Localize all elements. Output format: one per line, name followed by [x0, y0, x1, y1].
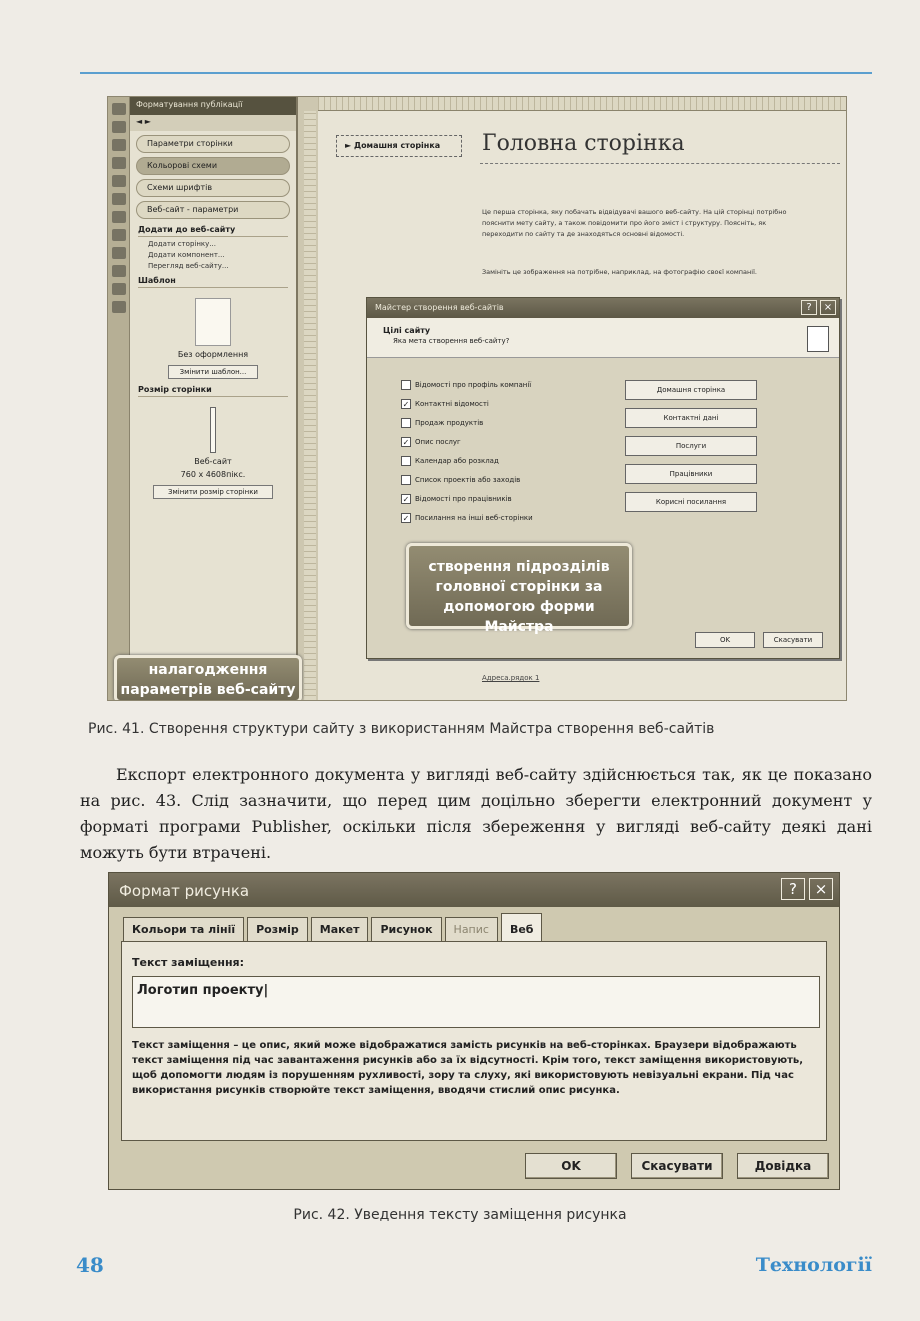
- wizard-titlebar: [367, 298, 839, 318]
- text-tool-icon[interactable]: [112, 121, 126, 133]
- site-structure-icon: [807, 326, 829, 352]
- dialog-buttons: [525, 1153, 829, 1179]
- tab-colors-lines[interactable]: Кольори та лінії: [123, 917, 244, 941]
- nav-bar-home-link[interactable]: ► Домашня сторінка: [336, 135, 462, 157]
- alt-text-input[interactable]: Логотип проекту|: [132, 976, 820, 1028]
- web-tab-panel: [121, 941, 827, 1141]
- site-page-item: Контактні дані: [625, 408, 757, 428]
- goal-label: Продаж продуктів: [415, 418, 484, 427]
- callout-site-params: налагодження параметрів веб-сайту: [114, 655, 302, 701]
- checkbox[interactable]: ✓: [402, 494, 410, 504]
- page-heading[interactable]: Головна сторінка: [482, 131, 685, 156]
- header-rule: [80, 72, 872, 74]
- change-template-button[interactable]: Змінити шаблон...: [168, 365, 258, 379]
- checkbox[interactable]: ✓: [402, 513, 410, 523]
- checkbox[interactable]: [401, 475, 411, 485]
- goal-item[interactable]: [401, 490, 533, 507]
- template-thumbnail[interactable]: [195, 298, 231, 346]
- tab-picture[interactable]: Рисунок: [371, 917, 441, 941]
- ok-button[interactable]: OK: [525, 1153, 617, 1179]
- picture-tool-icon[interactable]: [112, 175, 126, 187]
- line-tool-icon[interactable]: [112, 193, 126, 205]
- wordart-tool-icon[interactable]: [112, 157, 126, 169]
- form-control-icon[interactable]: [112, 301, 126, 313]
- callout-wizard: створення підрозділів головної сторінки за допомогою форми Майстра: [406, 543, 632, 629]
- page-options-button[interactable]: Параметри сторінки: [136, 135, 290, 153]
- select-tool-icon[interactable]: [112, 103, 126, 115]
- checkbox[interactable]: [401, 456, 411, 466]
- website-options-button[interactable]: Веб-сайт - параметри: [136, 201, 290, 219]
- template-caption: Без оформлення: [177, 350, 249, 359]
- hotspot-tool-icon[interactable]: [112, 283, 126, 295]
- preview-site-link[interactable]: Перегляд веб-сайту...: [148, 262, 229, 270]
- arrow-tool-icon[interactable]: [112, 211, 126, 223]
- goal-label: Контактні відомості: [415, 399, 489, 408]
- wizard-header: [367, 318, 839, 358]
- pane-nav: ◄ ►: [130, 115, 296, 131]
- format-picture-dialog: [108, 872, 840, 1190]
- goal-label: Відомості про профіль компанії: [415, 380, 532, 389]
- shapes-tool-icon[interactable]: [112, 265, 126, 277]
- checkbox[interactable]: [401, 418, 411, 428]
- alt-text-value: Логотип проекту: [137, 983, 264, 998]
- wizard-buttons: [695, 632, 823, 648]
- section-title: Технології: [755, 1254, 872, 1276]
- checkbox[interactable]: [401, 380, 411, 390]
- wizard-subheading: Яка мета створення веб-сайту?: [393, 337, 510, 345]
- goal-label: Відомості про працівників: [415, 494, 512, 503]
- dialog-tabs: [123, 917, 542, 941]
- checkbox[interactable]: ✓: [402, 399, 410, 409]
- page-body-text[interactable]: Це перша сторінка, яку побачать відвідувачі вашого веб-сайту. На цій сторінці потрібно пояснити мету сайту, а також повідомити про його зміст і структуру. Поясніть, як переходити по сайту та де знаходяться основні відомості.: [482, 208, 787, 238]
- goal-label: Опис послуг: [415, 437, 461, 446]
- site-goals-list: [401, 376, 533, 528]
- goal-label: Календар або розклад: [415, 456, 499, 465]
- alt-text-label: Текст заміщення:: [132, 956, 245, 969]
- close-icon[interactable]: ×: [820, 300, 836, 315]
- dialog-title: Формат рисунка: [119, 882, 250, 900]
- goal-item[interactable]: [401, 471, 533, 488]
- goal-item[interactable]: [401, 433, 533, 450]
- publication-format-pane: [130, 97, 298, 700]
- horizontal-ruler: [318, 97, 847, 111]
- oval-tool-icon[interactable]: [112, 229, 126, 241]
- ok-button[interactable]: OK: [695, 632, 755, 648]
- goal-item[interactable]: [401, 509, 533, 526]
- dialog-titlebar: [109, 873, 839, 907]
- help-icon[interactable]: ?: [801, 300, 817, 315]
- tab-layout[interactable]: Макет: [311, 917, 369, 941]
- alt-text-help: Текст заміщення – це опис, який може відображатися замість рисунків на веб-сторінках. Браузери відображають текст заміщення під час завантаження рисунків або за їх відсутності. Крім того, текст заміщення використовують, щоб допомогти людям із порушенням рухливості, зору та слуху, які використовують невізуальні екрани. Під час використання рисунків створюйте текст заміщення, вводячи стислий опис рисунка.: [132, 1040, 804, 1096]
- site-page-item: Домашня сторінка: [625, 380, 757, 400]
- objects-toolbar: [108, 97, 130, 700]
- figure-42-caption: Рис. 42. Уведення тексту заміщення рисунка: [293, 1207, 627, 1223]
- add-component-link[interactable]: Додати компонент...: [148, 251, 225, 259]
- goal-item[interactable]: [401, 452, 533, 469]
- close-icon[interactable]: ×: [809, 878, 833, 900]
- cancel-button[interactable]: Скасувати: [763, 632, 823, 648]
- vertical-ruler: [304, 111, 316, 701]
- change-size-button[interactable]: Змінити розмір сторінки: [153, 485, 273, 499]
- section-page-size: Розмір сторінки: [138, 385, 288, 397]
- address-text[interactable]: Адреса.рядок 1: [482, 674, 540, 682]
- table-tool-icon[interactable]: [112, 139, 126, 151]
- goal-item[interactable]: [401, 376, 533, 393]
- site-page-item: Послуги: [625, 436, 757, 456]
- pane-title: Форматування публікації: [130, 97, 296, 115]
- checkbox[interactable]: ✓: [402, 437, 410, 447]
- site-page-item: Працівники: [625, 464, 757, 484]
- cancel-button[interactable]: Скасувати: [631, 1153, 723, 1179]
- goal-item[interactable]: [401, 395, 533, 412]
- font-schemes-button[interactable]: Схеми шрифтів: [136, 179, 290, 197]
- goal-label: Посилання на інші веб-сторінки: [415, 513, 533, 522]
- site-pages-preview: [625, 380, 757, 520]
- tab-textbox[interactable]: Напис: [445, 917, 498, 941]
- body-paragraph: Експорт електронного документа у вигляді веб-сайту здійснюється так, як це показано на рис. 43. Слід зазначити, що перед цим доцільно зберегти електронний документ у форматі програми Publisher, оскільки після збереження у вигляді веб-сайту деякі дані можуть бути втрачені.: [80, 765, 872, 862]
- add-page-link[interactable]: Додати сторінку...: [148, 240, 216, 248]
- nav-link-label: Домашня сторінка: [353, 141, 441, 150]
- rectangle-tool-icon[interactable]: [112, 247, 126, 259]
- figure-41-caption: Рис. 41. Створення структури сайту з використанням Майстра створення веб-сайтів: [88, 721, 715, 737]
- goal-label: Список проектів або заходів: [415, 475, 521, 484]
- wizard-heading: Цілі сайту: [383, 326, 431, 335]
- section-add-to-site: Додати до веб-сайту: [138, 225, 288, 237]
- help-icon[interactable]: ?: [781, 878, 805, 900]
- wizard-title: Майстер створення веб-сайтів: [375, 303, 504, 312]
- page-size-thumbnail: [210, 407, 216, 453]
- page-number: 48: [76, 1253, 104, 1277]
- heading-guide: [480, 163, 840, 165]
- color-schemes-button[interactable]: Кольорові схеми: [136, 157, 290, 175]
- page-size-caption-1: Веб-сайт: [194, 457, 232, 466]
- section-template: Шаблон: [138, 276, 288, 288]
- page-image-text[interactable]: Замініть це зображення на потрібне, наприклад, на фотографію своєї компанії.: [482, 268, 757, 276]
- tab-web[interactable]: Веб: [501, 913, 543, 941]
- tab-size[interactable]: Розмір: [247, 917, 308, 941]
- help-button[interactable]: Довідка: [737, 1153, 829, 1179]
- site-page-item: Корисні посилання: [625, 492, 757, 512]
- goal-item[interactable]: [401, 414, 533, 431]
- figure-41-screenshot: [107, 96, 847, 701]
- page-size-caption-2: 760 x 4608пікс.: [180, 470, 246, 479]
